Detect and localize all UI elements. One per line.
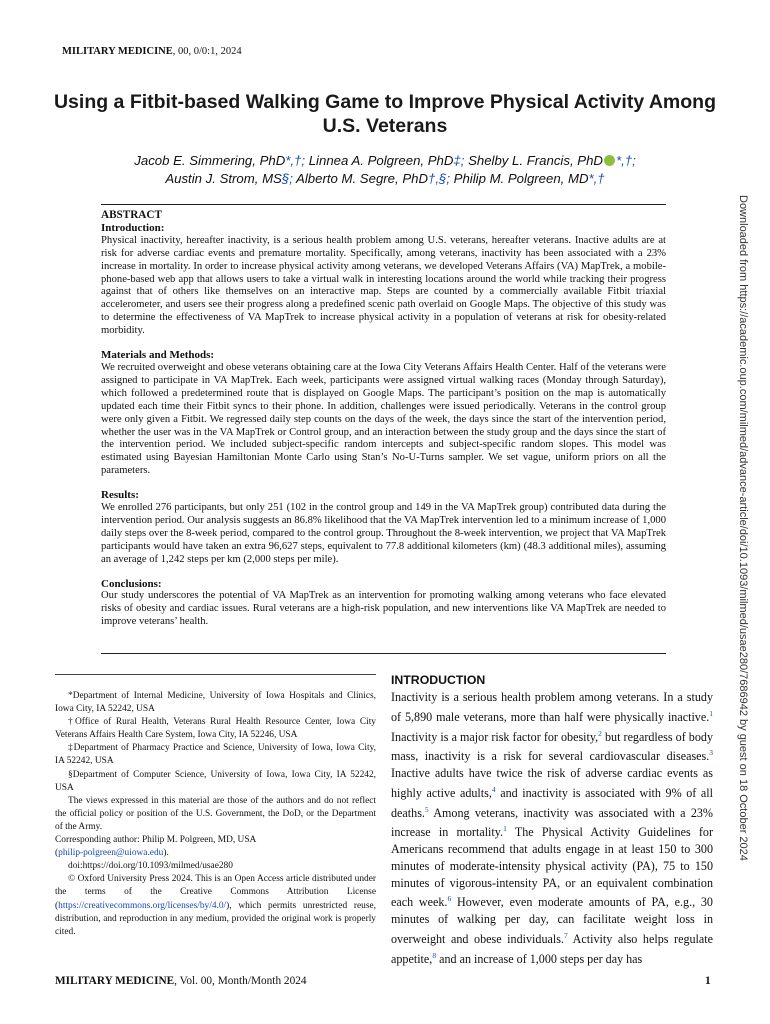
footnote: doi:https://doi.org/10.1093/milmed/usae280 [68, 861, 233, 872]
citation[interactable]: 1 [503, 824, 507, 834]
download-notice: Downloaded from https://academic.oup.com/milmed/advance-article/doi/10.1093/milmed/usae280/7686942 by guest on 18 October 2024 [737, 195, 749, 861]
divider [101, 204, 666, 205]
footnote: Corresponding author: Philip M. Polgreen, MD, USA (philip-polgreen@uiowa.edu). [55, 835, 257, 859]
citation[interactable]: 2 [598, 728, 602, 738]
author-name: Linnea A. Polgreen, PhD [308, 153, 454, 168]
abstract-heading: ABSTRACT [101, 209, 162, 221]
citation[interactable]: 3 [709, 748, 713, 758]
section-heading: INTRODUCTION [391, 673, 486, 687]
footnote: ‡Department of Pharmacy Practice and Science, University of Iowa, Iowa City, IA 52242, USA [55, 743, 376, 767]
running-head: MILITARY MEDICINE, 00, 0/0:1, 2024 [62, 46, 242, 57]
abstract-paragraph: We enrolled 276 participants, but only 251 (102 in the control group and 149 in the VA MapTrek group) contributed data during the intervention period. Our analysis suggests an 86.8% likelihood that the VA MapTrek intervention led to a minimum increase of 1,000 daily steps over the 8-week period, compared to the control group. Throughout the 8-week intervention, we project that VA MapTrek participants would have taken an extra 96,627 steps, equivalent to 77.8 additional kilometers (km) (48.3 additional miles), assuming an average of 1,242 steps per km (2,000 steps per mile). [101, 502, 666, 565]
author-list: Jacob E. Simmering, PhD*,†; Linnea A. Polgreen, PhD‡; Shelby L. Francis, PhD *,†; Austin J. Strom, MS§; Alberto M. Segre, PhD†,§; Philip M. Polgreen, MD*,† [134, 153, 636, 186]
body-paragraph: Inactivity is a serious health problem among veterans. In a study of 5,890 male veterans, more than half were physically inactive.$^1$ Inactivity is a major risk factor for obesity,$^2$ but regardless of body mass, inactivity is a risk for several cardiovascular diseases.$^3$ Inactive adults have twice the risk of adverse cardiac events as highly active adults,$^4$ and inactivity is associated with 9% of all deaths.$^5$ Among veterans, inactivity was associated with a 23% increase in mortality.$^1$ The Physical Activity Guidelines for Americans recommend that adults engage in at least 150 to 300 minutes of moderate-intensity physical activity (PA), 75 to 150 minutes of vigorous-intensity PA, or an equivalent combination each week.$^6$ However, even moderate amounts of PA, e.g., 30 minutes of walking per day, can facilitate weight loss in overweight and obese individuals.$^7$ Activity also helps regulate appetite,$^8$ and an increase of 1,000 steps per day has [391, 690, 713, 966]
license-link[interactable]: https://creativecommons.org/licenses/by/4.0/ [58, 900, 227, 911]
section-heading: Introduction: [101, 221, 165, 234]
abstract [101, 209, 666, 640]
citation[interactable]: 6 [447, 894, 452, 904]
abstract-paragraph: We recruited overweight and obese veterans obtaining care at the Iowa City Veterans Affairs Health Center. Half of the veterans were assigned to participate in VA MapTrek. Each week, participants were assigned virtual walking races (Monday through Saturday), which followed a predetermined route that is displayed on Google Maps. The participant’s position on the map is automatically updated each time their Fitbit syncs to their phone. In addition, challenges were issued periodically. Veterans in the control group were only given a Fitbit. We regressed daily step counts on the days of the week, the days since the start of the intervention period, whether the user was in the VA MapTrek or Control group, and an interaction between the study group and the days since the start of the intervention period. We included subject-specific random intercepts and subject-specific random slopes. This model was estimated using Bayesian Hamiltonian Monte Carlo using Stan’s No-U-Turns sampler. We set vague, uniform priors on all the parameters. [101, 361, 667, 477]
author-name: Jacob E. Simmering, PhD [134, 153, 286, 168]
citation[interactable]: 4 [491, 784, 496, 794]
footnote: †Office of Rural Health, Veterans Rural Health Resource Center, Iowa City Veterans Affairs Health Care System, Iowa City, IA 52246, USA [55, 717, 376, 741]
orcid-icon[interactable] [604, 155, 615, 166]
article-title: Using a Fitbit-based Walking Game to Improve Physical Activity Among U.S. Veterans [53, 91, 717, 137]
abstract-paragraph: Physical inactivity, hereafter inactivity, is a serious health problem among U.S. veterans, hereafter veterans. Inactive adults are at risk for adverse cardiac events and premature mortality. Specifically, among veterans, inactivity has been associated with a 23% increase in mortality. In order to increase physical activity among veterans, we developed Veterans Affairs (VA) MapTrek, a mobile-phone-based web app that allows users to take a virtual walk in interesting locations around the world while tracking their progress against that of others like themselves on an interactive map. Steps are counted by a commercially available Fitbit triaxial accelerometer, and users see their progress along a predefined scenic path overlaid on Google Maps. The objective of this study was to determine the effectiveness of VA MapTrek to increase physical activity in a population of veterans at risk for obesity-related morbidity. [101, 234, 666, 337]
footnote: §Department of Computer Science, University of Iowa, Iowa City, IA 52242, USA [55, 769, 376, 793]
divider [101, 653, 666, 654]
citation[interactable]: 8 [432, 950, 437, 960]
footnote: *Department of Internal Medicine, University of Iowa Hospitals and Clinics, Iowa City, IA 52242, USA [55, 691, 376, 715]
section-heading: Materials and Methods: [101, 349, 215, 362]
footnotes [55, 690, 376, 939]
email-link[interactable]: philip-polgreen@uiowa.edu [58, 848, 164, 859]
section-heading: Conclusions: [101, 577, 162, 590]
introduction-section [391, 673, 713, 968]
author-name: Alberto M. Segre, PhD [296, 171, 428, 186]
page-footer: MILITARY MEDICINE, Vol. 00, Month/Month 2024 [55, 975, 307, 987]
author-name: Austin J. Strom, MS [165, 171, 282, 186]
footnote-divider [55, 674, 376, 675]
author-name: Shelby L. Francis, PhD [468, 153, 603, 168]
author-name: Philip M. Polgreen, MD [453, 171, 589, 186]
footnote: The views expressed in this material are those of the authors and do not reflect the official policy or position of the U.S. Government, the DoD, or the Department of the Army. [55, 795, 376, 832]
citation[interactable]: 1 [709, 708, 713, 718]
footnote: © Oxford University Press 2024. This is an Open Access article distributed under the terms of the Creative Commons Attribution License (https://creativecommons.org/licenses/by/4.0/), which permits unrestricted reuse, distribution, and reproduction in any medium, provided the original work is properly cited. [55, 874, 376, 937]
section-heading: Results: [101, 489, 139, 502]
citation[interactable]: 7 [563, 930, 568, 940]
page-number: 1 [705, 975, 711, 987]
citation[interactable]: 5 [424, 804, 429, 814]
abstract-paragraph: Our study underscores the potential of VA MapTrek as an intervention for promoting walking among veterans who face elevated risks of obesity and cardiac issues. Rural veterans are a high-risk population, and new interventions like VA MapTrek are needed to improve veterans’ health. [101, 590, 666, 628]
